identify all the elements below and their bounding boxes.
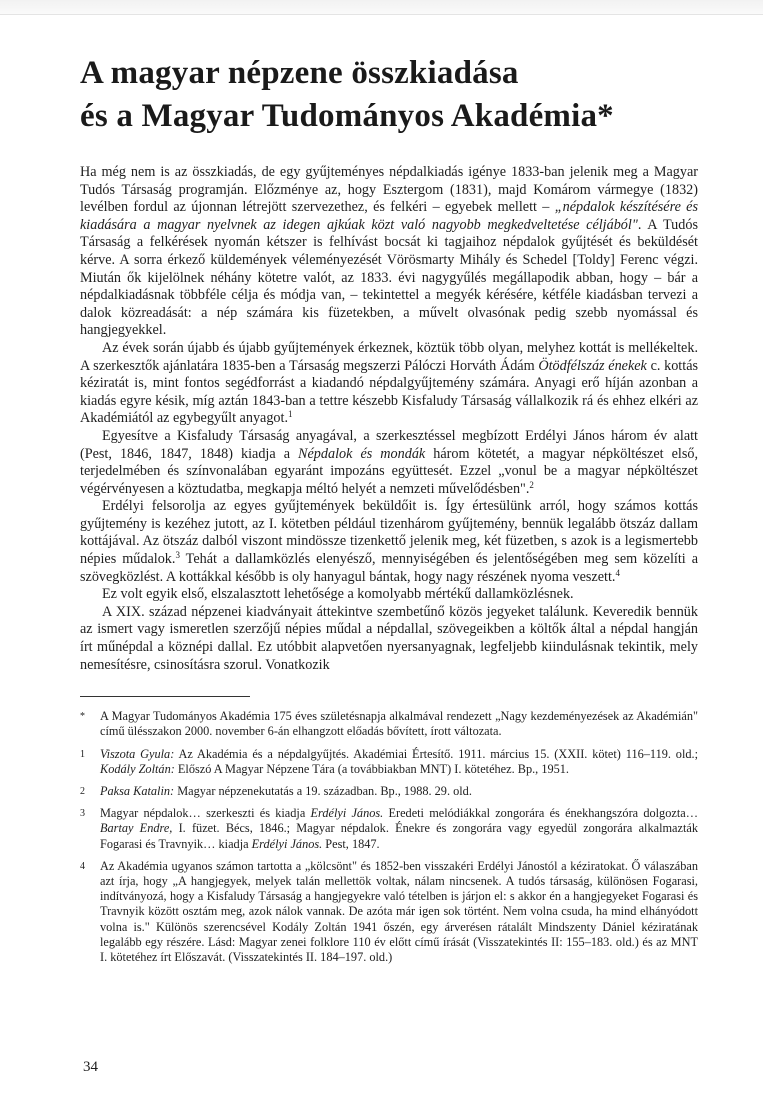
footnote-ref-2[interactable]: 2 [529, 479, 534, 490]
text-run: Előszó A Magyar Népzene Tára (a továbbiakban MNT) I. kötetéhez. Bp., 1951. [174, 761, 569, 776]
text-run: Pest, 1847. [322, 836, 380, 851]
paragraph-2 [80, 340, 698, 428]
footnote-3 [80, 806, 698, 852]
text-run: Az Akadémia és a népdalgyűjtés. Akadémiai Értesítő. 1911. március 15. (XXII. kötet) 116–119. old.; [174, 746, 698, 761]
text-run: I. füzet. Bécs, 1846.; Magyar népdalok. Énekre és zongorára vagy egyedül zongorára alkalmazták Fogarasi és Travnyik… kiadja [100, 821, 698, 851]
footnotes [80, 709, 698, 965]
footnote-4 [80, 859, 698, 965]
page-number: 34 [83, 1059, 98, 1075]
author-name: Erdélyi János. [251, 836, 323, 851]
footnote-ref-3[interactable]: 3 [175, 550, 180, 561]
footnote-text [100, 747, 698, 777]
scan-top-edge [0, 0, 763, 15]
footnote-mark: 3 [80, 808, 85, 820]
author-name: Erdélyi János. [310, 806, 384, 821]
footnote-text [100, 806, 698, 852]
article-title [80, 52, 698, 138]
author-name: Viszota Gyula: [100, 746, 175, 761]
text-run: Erdélyi felsorolja az egyes gyűjtemények beküldőit is. Így értesülünk arról, hogy számos kottás gyűjtemény is kezéhez jutott, az I. kötetben például tizenhárom gyűjtemény, bennük legalább ötszáz dallam kottájával. Az ötszáz dalból viszont mindössze tizenkettő jelenik meg, két füzetben, s azok is a legismertebb népies műdalok. [80, 498, 698, 568]
footnote-mark: 2 [80, 786, 85, 798]
footnote-mark: 1 [80, 748, 85, 760]
footnote-text: Az Akadémia ugyanos számon tartotta a „kölcsönt" és 1852-ben visszakéri Erdélyi Jánostól a kéziratokat. Ő válaszában azt írja, hogy „A hangjegyek, melyek talán mellettök voltak, nálam nincsenek. A tudós társaság, különösen Fogarasi, indítványozá, hogy a Kisfaludy Társaság a hangjegyekre való tételben is járjon el: s akkor én a hangjegyeket Fogarasi és Travnyik között osztám meg, azok nálok vannak. De azóta már igen sok történt. Nem volna csuda, ha mind elhányódott volna is." Különös szerencsével Kodály Zoltán 1941 őszén, egy árverésen rátalált Mindszenty Dániel kéziratának legalább egy részére. Lásd: Magyar zenei folklore 110 év előtt című írását (Visszatekintés II: 155–183. old.) és az MNT I. kötetéhez írt Előszavát. (Visszatekintés II. 184–197. old.) [100, 858, 698, 965]
text-run: Magyar népdalok… szerkeszti és kiadja [100, 806, 311, 821]
paragraph-6: A XIX. század népzenei kiadványait áttekintve szembetűnő közös jegyeket találunk. Keveredik bennük az ismert vagy ismeretlen szerzőjű népies műdal a népdallal, szövegeikben a költők által a népdal hangján írt műnépdal a köznépi dallal. Ez utóbbit alapvetően nyersanyagnak, legfeljebb kiindulásnak tekintik, mely nemesítésre, csinosításra szorul. Vonatkozik [80, 603, 698, 673]
work-title: Ötödfélszáz énekek [538, 357, 647, 374]
author-name: Paksa Katalin: [100, 784, 175, 799]
quoted-request: „népdalok készítésére és kiadására a magyar nyelvnek az idegen ajkúak közt való nagyobb megkedveltetése céljából" [80, 199, 699, 233]
author-name: Bartay Endre, [100, 821, 173, 836]
title-line-2: és a Magyar Tudományos Akadémia* [80, 98, 614, 134]
article-body [80, 164, 698, 674]
paragraph-5: Ez volt egyik első, elszalasztott lehetősége a komolyabb mértékű dallamközlésnek. [102, 586, 574, 603]
author-name: Kodály Zoltán: [100, 761, 175, 776]
text-run: Eredeti melódiákkal zongorára és énekhangszóra dolgozta… [383, 806, 698, 821]
footnote-ref-1[interactable]: 1 [288, 409, 293, 420]
footnote-divider [80, 696, 250, 697]
footnote-ref-4[interactable]: 4 [615, 567, 620, 578]
footnote-text [100, 784, 698, 799]
article-page [80, 52, 698, 972]
footnote-mark: 4 [80, 860, 85, 872]
footnote-1 [80, 747, 698, 777]
text-run: Tehát a dallamközlés elenyésző, mennyiségében és jelentőségében meg sem közelíti a szövegközlést. A kottákkal később is oly hanyagul bántak, hogy nagy részének nyoma veszett. [80, 551, 698, 585]
text-run: c. kottás kéziratát is, mint fontos segédforrást a kiadandó népdalgyűjtemény számára. Anyagi erő híján azonban a kiadás egyre késik, míg aztán 1843-ban a tettre készebb Kisfaludy Társaság vállalkozik rá és ehhez elkéri az Akadémiától az egybegyűlt anyagot. [80, 357, 699, 427]
footnote-star [80, 709, 698, 739]
paragraph-4 [80, 498, 698, 586]
footnote-2 [80, 784, 698, 799]
text-run: Magyar népzenekutatás a 19. században. Bp., 1988. 29. old. [174, 784, 472, 799]
text-run: . A Tudós Társaság a felkérések nyomán kétszer is felhívást bocsát ki tagjaihoz népdalok gyűjtését és beküldését kérve. A sorra érkező küldemények véleményezését Vörösmarty Mihály és Schedel [Toldy] Ferenc végzi. Miután ők kijelölnek néhány kötetre valót, az 1833. évi nagygyűlés megállapodik abban, hogy – bár a népdalkiadásnak többféle célja és módja van, – tekintettel a megyék kérésére, kétféle kiadásban tervezi a dalok közreadását: a nép számára kis füzetekben, a művelt olvasónak pedig szebb nyomással és hangjegyekkel. [80, 216, 698, 339]
title-line-1: A magyar népzene összkiadása [80, 55, 519, 91]
text-run: Az évek során újabb és újabb gyűjtemények érkeznek, köztük több olyan, melyhez kottát is mellékeltek. A szerkesztők ajánlatára 1835-ben a Társaság megszerzi Pálóczi Horváth Ádám [80, 339, 698, 374]
text-run: Egyesítve a Kisfaludy Társaság anyagával, a szerkesztéssel megbízott Erdélyi János három év alatt (Pest, 1846, 1847, 1848) kiadja a [80, 427, 698, 462]
text-run: Ha még nem is az összkiadás, de egy gyűjteményes népdalkiadás igénye 1833-ban jelenik meg a Magyar Tudós Társaság programján. Előzménye az, hogy Esztergom (1831), majd Komárom vármegye (1832) levélben fordul az újonnan létrejött szervezethez, és felkéri – egyebek mellett – [80, 164, 698, 216]
paragraph-1 [80, 164, 698, 340]
footnote-mark: * [80, 711, 85, 723]
text-run: három kötetét, a magyar népköltészet első, terjedelmében és színvonalában egyaránt impozáns együttesét. Ezzel „vonul be a magyar népköltészet végérvényesen a köztudatba, megkapja méltó helyét a nemzeti művelődésben". [80, 445, 698, 497]
footnote-text: A Magyar Tudományos Akadémia 175 éves születésnapja alkalmával rendezett „Nagy kezdeményezések az Akadémián" című ülésszakon 2000. november 6-án elhangzott előadás bővített, írott változata. [100, 709, 698, 739]
work-title: Népdalok és mondák [298, 445, 426, 462]
paragraph-3 [80, 428, 698, 498]
